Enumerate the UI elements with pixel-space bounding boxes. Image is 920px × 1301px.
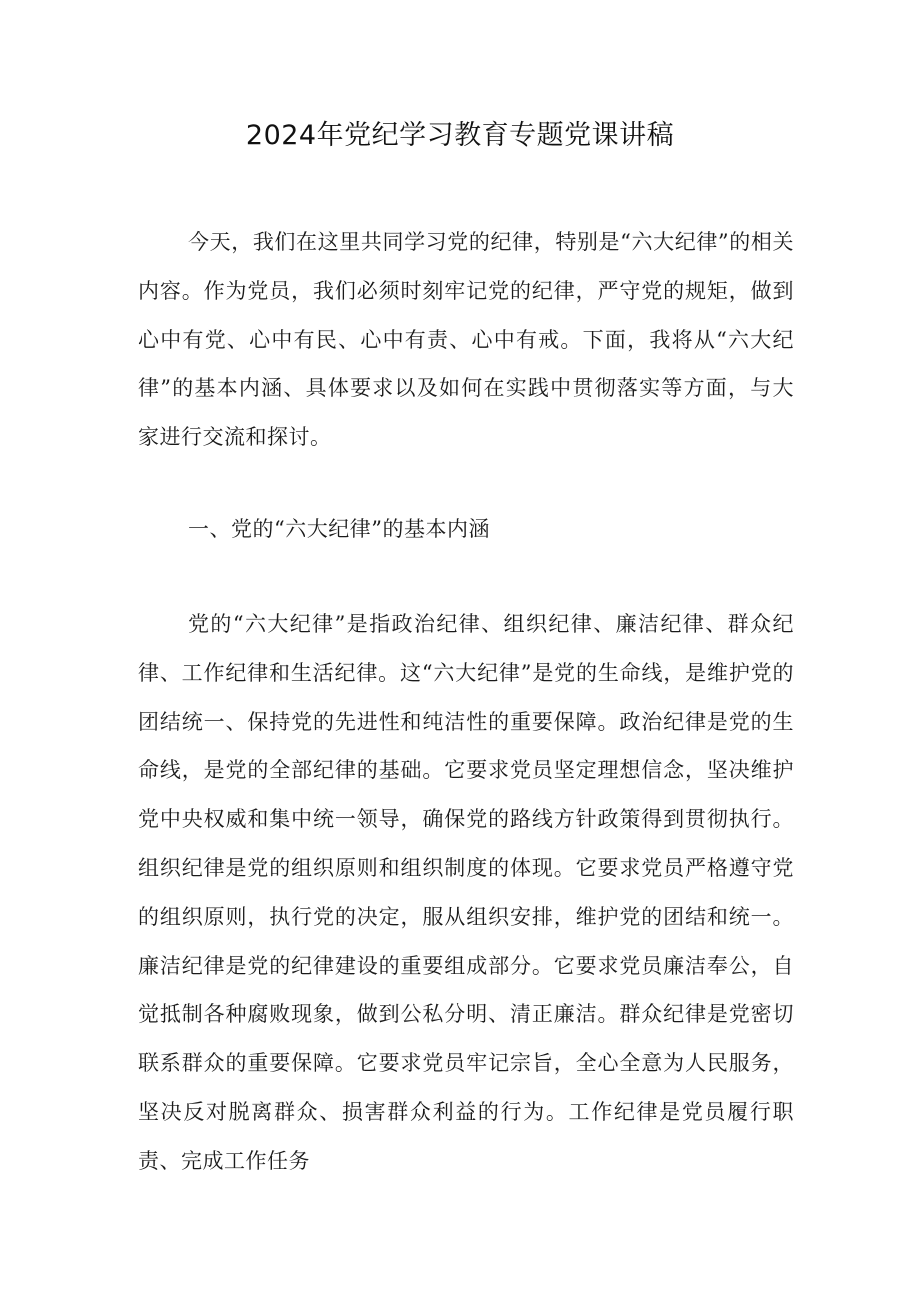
intro-paragraph: 今天，我们在这里共同学习党的纪律，特别是“六大纪律”的相关内容。作为党员，我们必须时刻牢记党的纪律，严守党的规矩，做到心中有党、心中有民、心中有责、心中有戒。下面，我将从“六大纪律”的基本内涵、具体要求以及如何在实践中贯彻落实等方面，与大家进行交流和探讨。 — [138, 230, 794, 450]
section-heading: 一、党的“六大纪律”的基本内涵 — [188, 517, 490, 541]
body-paragraph: 党的“六大纪律”是指政治纪律、组织纪律、廉洁纪律、群众纪律、工作纪律和生活纪律。这“六大纪律”是党的生命线，是维护党的团结统一、保持党的先进性和纯洁性的重要保障。政治纪律是党的生命线，是党的全部纪律的基础。它要求党员坚定理想信念，坚决维护党中央权威和集中统一领导，确保党的路线方针政策得到贯彻执行。组织纪律是党的组织原则和组织制度的体现。它要求党员严格遵守党的组织原则，执行党的决定，服从组织安排，维护党的团结和统一。廉洁纪律是党的纪律建设的重要组成部分。它要求党员廉洁奉公，自觉抵制各种腐败现象，做到公私分明、清正廉洁。群众纪律是党密切联系群众的重要保障。它要求党员牢记宗旨，全心全意为人民服务，坚决反对脱离群众、损害群众利益的行为。工作纪律是党员履行职责、完成工作任务 — [138, 612, 794, 1173]
document-title: 2024年党纪学习教育专题党课讲稿 — [245, 120, 675, 151]
